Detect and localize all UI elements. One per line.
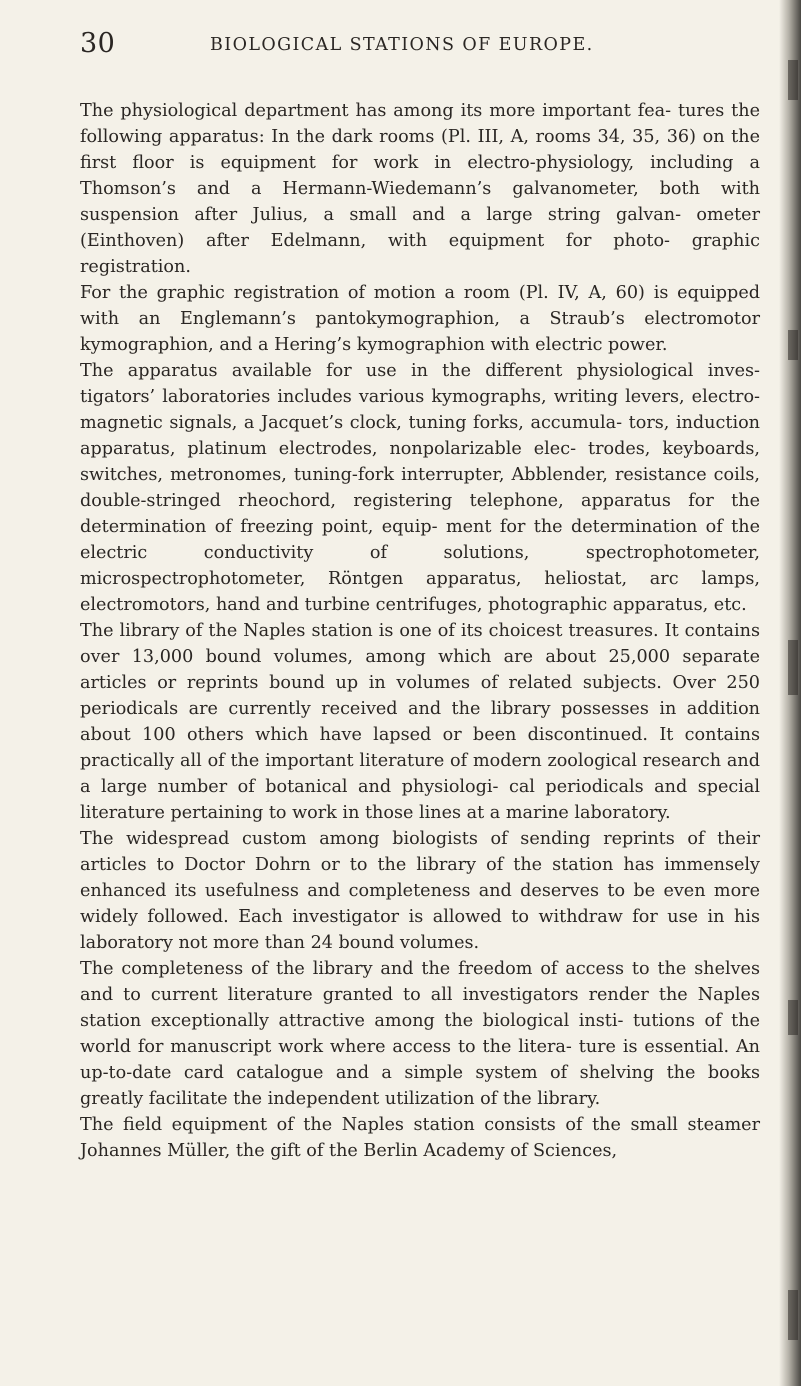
page-header — [80, 28, 760, 62]
running-title: BIOLOGICAL STATIONS OF EUROPE. — [210, 35, 594, 55]
edge-mark — [788, 1000, 798, 1035]
page-edge-shadow — [779, 0, 801, 1386]
body-text — [80, 98, 760, 1164]
edge-mark — [788, 330, 798, 360]
paragraph-library-completeness: The completeness of the library and the freedom of access to the shelves and to current literature granted to all investigators render the Naples station exceptionally attractive among the biological insti- tutions of the world for manuscript work where access to the litera- ture is essential. An up-to-date card catalogue and a simple system of shelving the books greatly facilitate the independent utilization of the library. — [80, 959, 760, 1109]
edge-mark — [788, 1290, 798, 1340]
paragraph-reprints-custom: The widespread custom among biologists of sending reprints of their articles to Doctor Dohrn or to the library of the station has immensely enhanced its usefulness and completeness and deserves to be even more widely followed. Each investigator is allowed to withdraw for use in his laboratory not more than 24 bound volumes. — [80, 829, 760, 953]
paragraph-graphic-registration: For the graphic registration of motion a room (Pl. IV, A, 60) is equipped with an Englemann’s pantokymographion, a Straub’s electromotor kymographion, and a Hering’s kymographion with electric power. — [80, 283, 760, 355]
page-number: 30 — [80, 28, 116, 59]
edge-mark — [788, 60, 798, 100]
paragraph-library: The library of the Naples station is one of its choicest treasures. It contains over 13,000 bound volumes, among which are about 25,000 separate articles or reprints bound up in volumes of related subjects. Over 250 periodicals are currently received and the library possesses in addition about 100 others which have lapsed or been discontinued. It contains practically all of the important literature of modern zoological research and a large number of botanical and physiologi- cal periodicals and special literature pertaining to work in those lines at a marine laboratory. — [80, 621, 760, 823]
paragraph-apparatus-list: The apparatus available for use in the different physiological inves- tigators’ laboratories includes various kymographs, writing levers, electro-magnetic signals, a Jacquet’s clock, tuning forks, accumula- tors, induction apparatus, platinum electrodes, nonpolarizable elec- trodes, keyboards, switches, metronomes, tuning-fork interrupter, Abblender, resistance coils, double-stringed rheochord, registering telephone, apparatus for the determination of freezing point, equip- ment for the determination of the electric conductivity of solutions, spectrophotometer, microspectrophotometer, Röntgen apparatus, heliostat, arc lamps, electromotors, hand and turbine centrifuges, photographic apparatus, etc. — [80, 361, 760, 615]
paragraph-physiological-department: The physiological department has among its more important fea- tures the following apparatus: In the dark rooms (Pl. III, A, rooms 34, 35, 36) on the first floor is equipment for work in electro-physiology, including a Thomson’s and a Hermann-Wiedemann’s galvanometer, both with suspension after Julius, a small and a large string galvan- ometer (Einthoven) after Edelmann, with equipment for photo- graphic registration. — [80, 101, 760, 277]
edge-mark — [788, 640, 798, 695]
paragraph-field-equipment: The field equipment of the Naples station consists of the small steamer Johannes Müller, the gift of the Berlin Academy of Sciences, — [80, 1115, 760, 1161]
